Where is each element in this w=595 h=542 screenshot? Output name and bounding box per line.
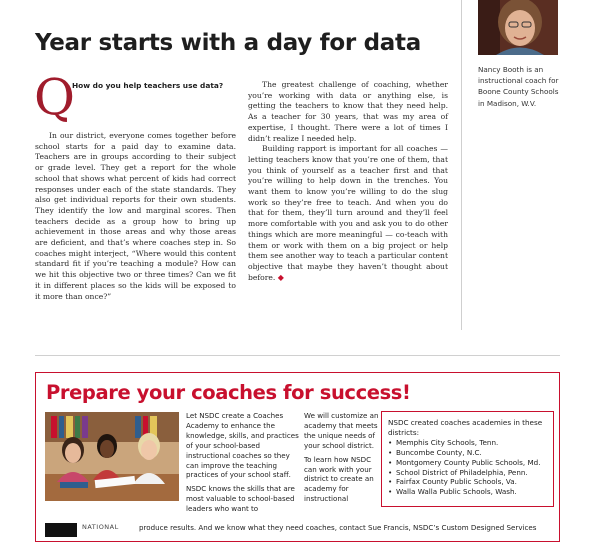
ad-paragraph: To learn how NSDC can work with your district to create an academy for instructional: [304, 454, 374, 504]
district-item: • Walla Walla Public Schools, Wash.: [388, 487, 547, 497]
article-title: Year starts with a day for data: [35, 30, 421, 56]
district-item: • Montgomery County Public Schools, Md.: [388, 458, 547, 468]
interview-question: How do you help teachers use data?: [72, 81, 224, 90]
ad-photo: [45, 412, 179, 501]
article-paragraph-text: Building rapport is important for all coaches — letting teachers know that you’re one of them, that you think of yourself as a teacher first and that you’re willing to help down in the trenches. You want them to know you’re willing to do the slug work so they’re free to teach. And when you do that for them, they’ll turn around and they’ll feel more comfortable with you and ask you to do other things which are more meaningful — co-teach with them or work with them on a big project or help them see another way to teach a particular content objective that maybe they haven’t thought about before.: [248, 144, 448, 282]
article-paragraph: The greatest challenge of coaching, whether you’re working with data or anything else, is getting the teachers to know that they need help. As a teacher for 30 years, that was my area of expertise, I thought. There were a lot of times I didn’t realize I needed help.: [248, 80, 448, 143]
ad-paragraph: We will customize an academy that meets the unique needs of your school district.: [304, 411, 379, 450]
ad-paragraph: NSDC knows the skills that are most valuable to school-based leaders who want to: [186, 484, 295, 514]
district-item: • Buncombe County, N.C.: [388, 448, 547, 458]
author-photo: [478, 0, 558, 55]
article-column-2: [248, 80, 448, 283]
article-paragraph: [248, 144, 448, 283]
logo-label: NATIONAL: [82, 523, 119, 531]
district-item: • Memphis City Schools, Tenn.: [388, 438, 547, 448]
column-divider: [461, 0, 462, 330]
ad-paragraph: Let NSDC create a Coaches Academy to enhance the knowledge, skills, and practices of your school-based instructional coaches so they can improve the teaching practices of your school staff.: [186, 411, 299, 480]
article-column-1: [35, 131, 236, 302]
ad-column-2: [304, 411, 384, 508]
district-item: • Fairfax County Public Schools, Va.: [388, 477, 547, 487]
districts-intro: NSDC created coaches academies in these districts:: [388, 418, 543, 437]
dropcap-q: Q: [34, 68, 75, 126]
author-caption: Nancy Booth is an instructional coach for Boone County Schools in Madison, W.V.: [478, 65, 559, 108]
ad-headline: Prepare your coaches for success!: [46, 381, 411, 404]
district-item: • School District of Philadelphia, Penn.: [388, 468, 547, 478]
nsdc-logo: [45, 523, 77, 537]
article-paragraph: In our district, everyone comes together before school starts for a paid day to examine data. Teachers are in groups according to their subject or grade level. They get a report for the whole school that shows what percent of kids had correct responses under each of the state standards. They also get individual reports for their own students. They identify the low and marginal scores. Then teachers decide as a group how to bring up achievement in those areas and why those areas are deficient, and that’s where coaches step in. So coaches might interject, “Where would this content standard fit if you’re teaching a module? How can we hit this objective two or three times? Can we fit it in different places so the kids will be exposed to it more than once?”: [35, 131, 236, 301]
districts-box: [381, 411, 554, 507]
ad-column-1: [186, 411, 304, 518]
section-divider: [35, 355, 560, 356]
coaches-ad: [35, 372, 560, 542]
end-mark-icon: ◆: [277, 272, 284, 282]
ad-bottom-line: produce results. And we know what they need coaches, contact Sue Francis, NSDC’s Custom Designed Services: [139, 523, 537, 532]
districts-list: [388, 438, 547, 497]
